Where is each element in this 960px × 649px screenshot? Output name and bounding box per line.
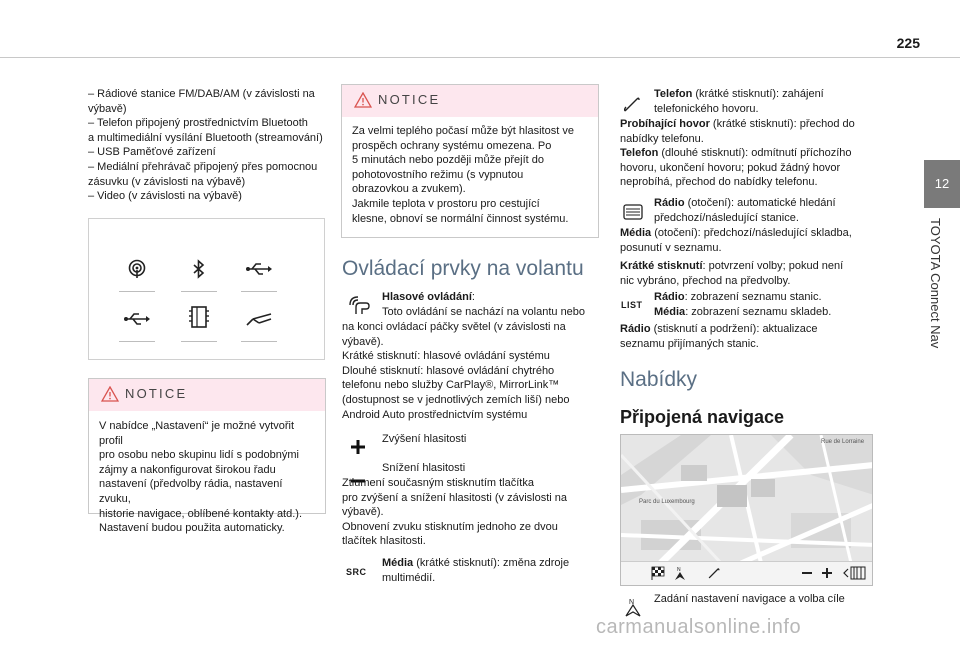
plus-icon bbox=[350, 439, 366, 460]
short-press-desc: : potvrzení volby; pokud není nic vybráno, přechod na předvolby. bbox=[620, 260, 844, 287]
notice-box-temperature bbox=[341, 84, 599, 238]
voice-control-label: Hlasové ovládání bbox=[382, 291, 472, 303]
section-heading-navigation: Připojená navigace bbox=[620, 407, 785, 427]
radio-hold-desc: (stisknutí a podržení): aktualizace seznamu přijímaných stanic. bbox=[620, 323, 818, 350]
usb-icon bbox=[123, 307, 151, 331]
radio-label: Rádio bbox=[654, 197, 685, 209]
aux-icon bbox=[245, 307, 273, 331]
list-media-text: : zobrazení seznamu skladeb. bbox=[685, 306, 832, 318]
radio-rotate-line2: předchozí/následující stanice. bbox=[654, 212, 799, 224]
short-press-label: Krátké stisknutí bbox=[620, 260, 703, 272]
divider bbox=[119, 341, 155, 342]
phone-long-desc: (dlouhé stisknutí): odmítnutí příchozího hovoru, ukončení hovoru; pokud žádný hovor neprobíhá, přechod do nabídky telefonu. bbox=[620, 147, 852, 189]
list-media-label: Média bbox=[654, 306, 686, 318]
notice-header bbox=[89, 379, 325, 411]
call-in-progress-text bbox=[620, 117, 876, 146]
media-source-line1 bbox=[382, 556, 569, 571]
radio-rotate-text: (otočení): automatické hledání bbox=[684, 197, 836, 209]
phone-long-text bbox=[620, 146, 876, 190]
phone-short-line1 bbox=[654, 87, 824, 102]
usb-icon bbox=[245, 257, 273, 281]
divider bbox=[181, 291, 217, 292]
list-media-line bbox=[654, 305, 831, 320]
chapter-tab[interactable]: 12 bbox=[924, 160, 960, 208]
warning-triangle-icon bbox=[354, 92, 372, 113]
notice-box-profiles bbox=[88, 378, 326, 535]
section-heading-menus: Nabídky bbox=[620, 368, 698, 391]
scroll-wheel-icon bbox=[622, 202, 644, 227]
map-park-label: Parc du Luxembourg bbox=[639, 499, 695, 505]
voice-control-text: na konci ovládací páčky světel (v závislosti na výbavě). Krátké stisknutí: hlasové ovládání systému Dlouhé stisknutí: hlasové ovládání chytrého telefonu nebo služby CarPlay®, MirrorLink™ (dostupnost se v jednotlivých zemích liší) nebo Android Auto prostřednictvím systému bbox=[342, 321, 570, 421]
src-icon: SRC bbox=[346, 567, 367, 577]
divider bbox=[241, 291, 277, 292]
phone-icon bbox=[622, 94, 642, 119]
map-options-icon[interactable] bbox=[843, 565, 867, 586]
map-street-label: Rue de Lorraine bbox=[821, 439, 865, 445]
media-rotate-desc: (otočení): předchozí/následující skladba, posunutí v seznamu. bbox=[620, 227, 852, 254]
warning-triangle-icon bbox=[101, 386, 119, 407]
map-toolbar bbox=[621, 561, 872, 585]
navigation-map-screenshot bbox=[620, 434, 873, 586]
divider bbox=[241, 341, 277, 342]
navigation-caption: Zadání nastavení navigace a volba cíle bbox=[654, 593, 845, 605]
notice-text: V nabídce „Nastavení“ je možné vytvořit profil pro osobu nebo skupinu lidí s podobnými zájmy a nakonfigurovat širokou řadu nastavení (předvolby rádia, nastavení zvuku, historie navigace, oblíbené kontakty atd.). Nastavení budou použita automaticky. bbox=[99, 420, 303, 535]
volume-down-label: Snížení hlasitosti bbox=[382, 462, 466, 474]
source-list: – Rádiové stanice FM/DAB/AM (v závislosti na výbavě) – Telefon připojený prostřednictvím Bluetooth a multimediální vysílání Bluetooth (streamování) – USB Paměťové zařízení – Mediální přehrávač připojený přes pomocnou zásuvku (v závislosti na výbavě) – Video (v závislosti na výbavě) bbox=[88, 88, 323, 203]
volume-down-text: Ztlumení současným stisknutím tlačítka pro zvýšení a snížení hlasitosti (v závislosti na výbavě). Obnovení zvuku stisknutím jednoho ze dvou tlačítek hlasitosti. bbox=[342, 477, 567, 548]
volume-up-label: Zvýšení hlasitosti bbox=[382, 433, 467, 445]
media-text: (krátké stisknutí): změna zdroje bbox=[413, 557, 570, 569]
checkered-flag-icon[interactable] bbox=[651, 566, 665, 585]
short-press-text bbox=[620, 259, 876, 288]
voice-control-title bbox=[382, 290, 602, 305]
phone-icon[interactable] bbox=[707, 566, 721, 585]
phone-short-text: (krátké stisknutí): zahájení bbox=[692, 88, 824, 100]
page-number: 225 bbox=[896, 35, 920, 51]
radio-rotate-line1 bbox=[654, 196, 836, 211]
header-divider bbox=[0, 57, 960, 58]
divider bbox=[181, 341, 217, 342]
phone-label: Telefon bbox=[654, 88, 693, 100]
notice-title: NOTICE bbox=[125, 386, 188, 401]
bluetooth-icon bbox=[185, 257, 213, 281]
list-radio-line bbox=[654, 290, 822, 305]
notice-text: Za velmi teplého počasí může být hlasitost ve prospěch ochrany systému omezena. Po 5 minutách nebo později může přejít do pohotovostního režimu (s vypnutou obrazovkou a zvukem). Jakmile teplota v prostoru pro cestující klesne, obnoví se normální činnost systému. bbox=[352, 125, 574, 225]
zoom-in-icon[interactable] bbox=[821, 566, 833, 585]
list-radio-text: : zobrazení seznamu stanic. bbox=[684, 291, 822, 303]
section-heading-steering: Ovládací prvky na volantu bbox=[342, 257, 584, 280]
call-label: Probíhající hovor bbox=[620, 118, 710, 130]
media-rotate-label: Média bbox=[620, 227, 652, 239]
chapter-title: TOYOTA Connect Nav bbox=[928, 218, 943, 349]
voice-control-icon bbox=[346, 293, 372, 320]
media-rotate-text bbox=[620, 226, 876, 255]
radio-hold-label: Rádio bbox=[620, 323, 651, 335]
media-label: Média bbox=[382, 557, 414, 569]
video-icon bbox=[185, 305, 213, 329]
media-source-line2: multimédií. bbox=[382, 572, 436, 584]
list-radio-label: Rádio bbox=[654, 291, 685, 303]
source-icons-panel bbox=[88, 218, 325, 360]
svg-text:N: N bbox=[677, 567, 681, 573]
watermark: carmanualsonline.info bbox=[596, 616, 802, 638]
svg-text:N: N bbox=[629, 599, 635, 606]
compass-north-icon[interactable] bbox=[673, 565, 687, 586]
phone-short-line2: telefonického hovoru. bbox=[654, 103, 759, 115]
zoom-out-icon[interactable] bbox=[801, 566, 813, 585]
notice-header bbox=[342, 85, 598, 117]
voice-control-line1: Toto ovládání se nachází na volantu nebo bbox=[382, 306, 586, 318]
notice-title: NOTICE bbox=[378, 92, 441, 107]
divider bbox=[119, 291, 155, 292]
radio-hold-text bbox=[620, 322, 876, 351]
call-text: (krátké stisknutí): přechod do nabídky telefonu. bbox=[620, 118, 855, 145]
podcast-icon bbox=[123, 257, 151, 281]
colon: : bbox=[471, 291, 475, 303]
list-icon: LIST bbox=[621, 300, 643, 310]
phone-long-label: Telefon bbox=[620, 147, 659, 159]
